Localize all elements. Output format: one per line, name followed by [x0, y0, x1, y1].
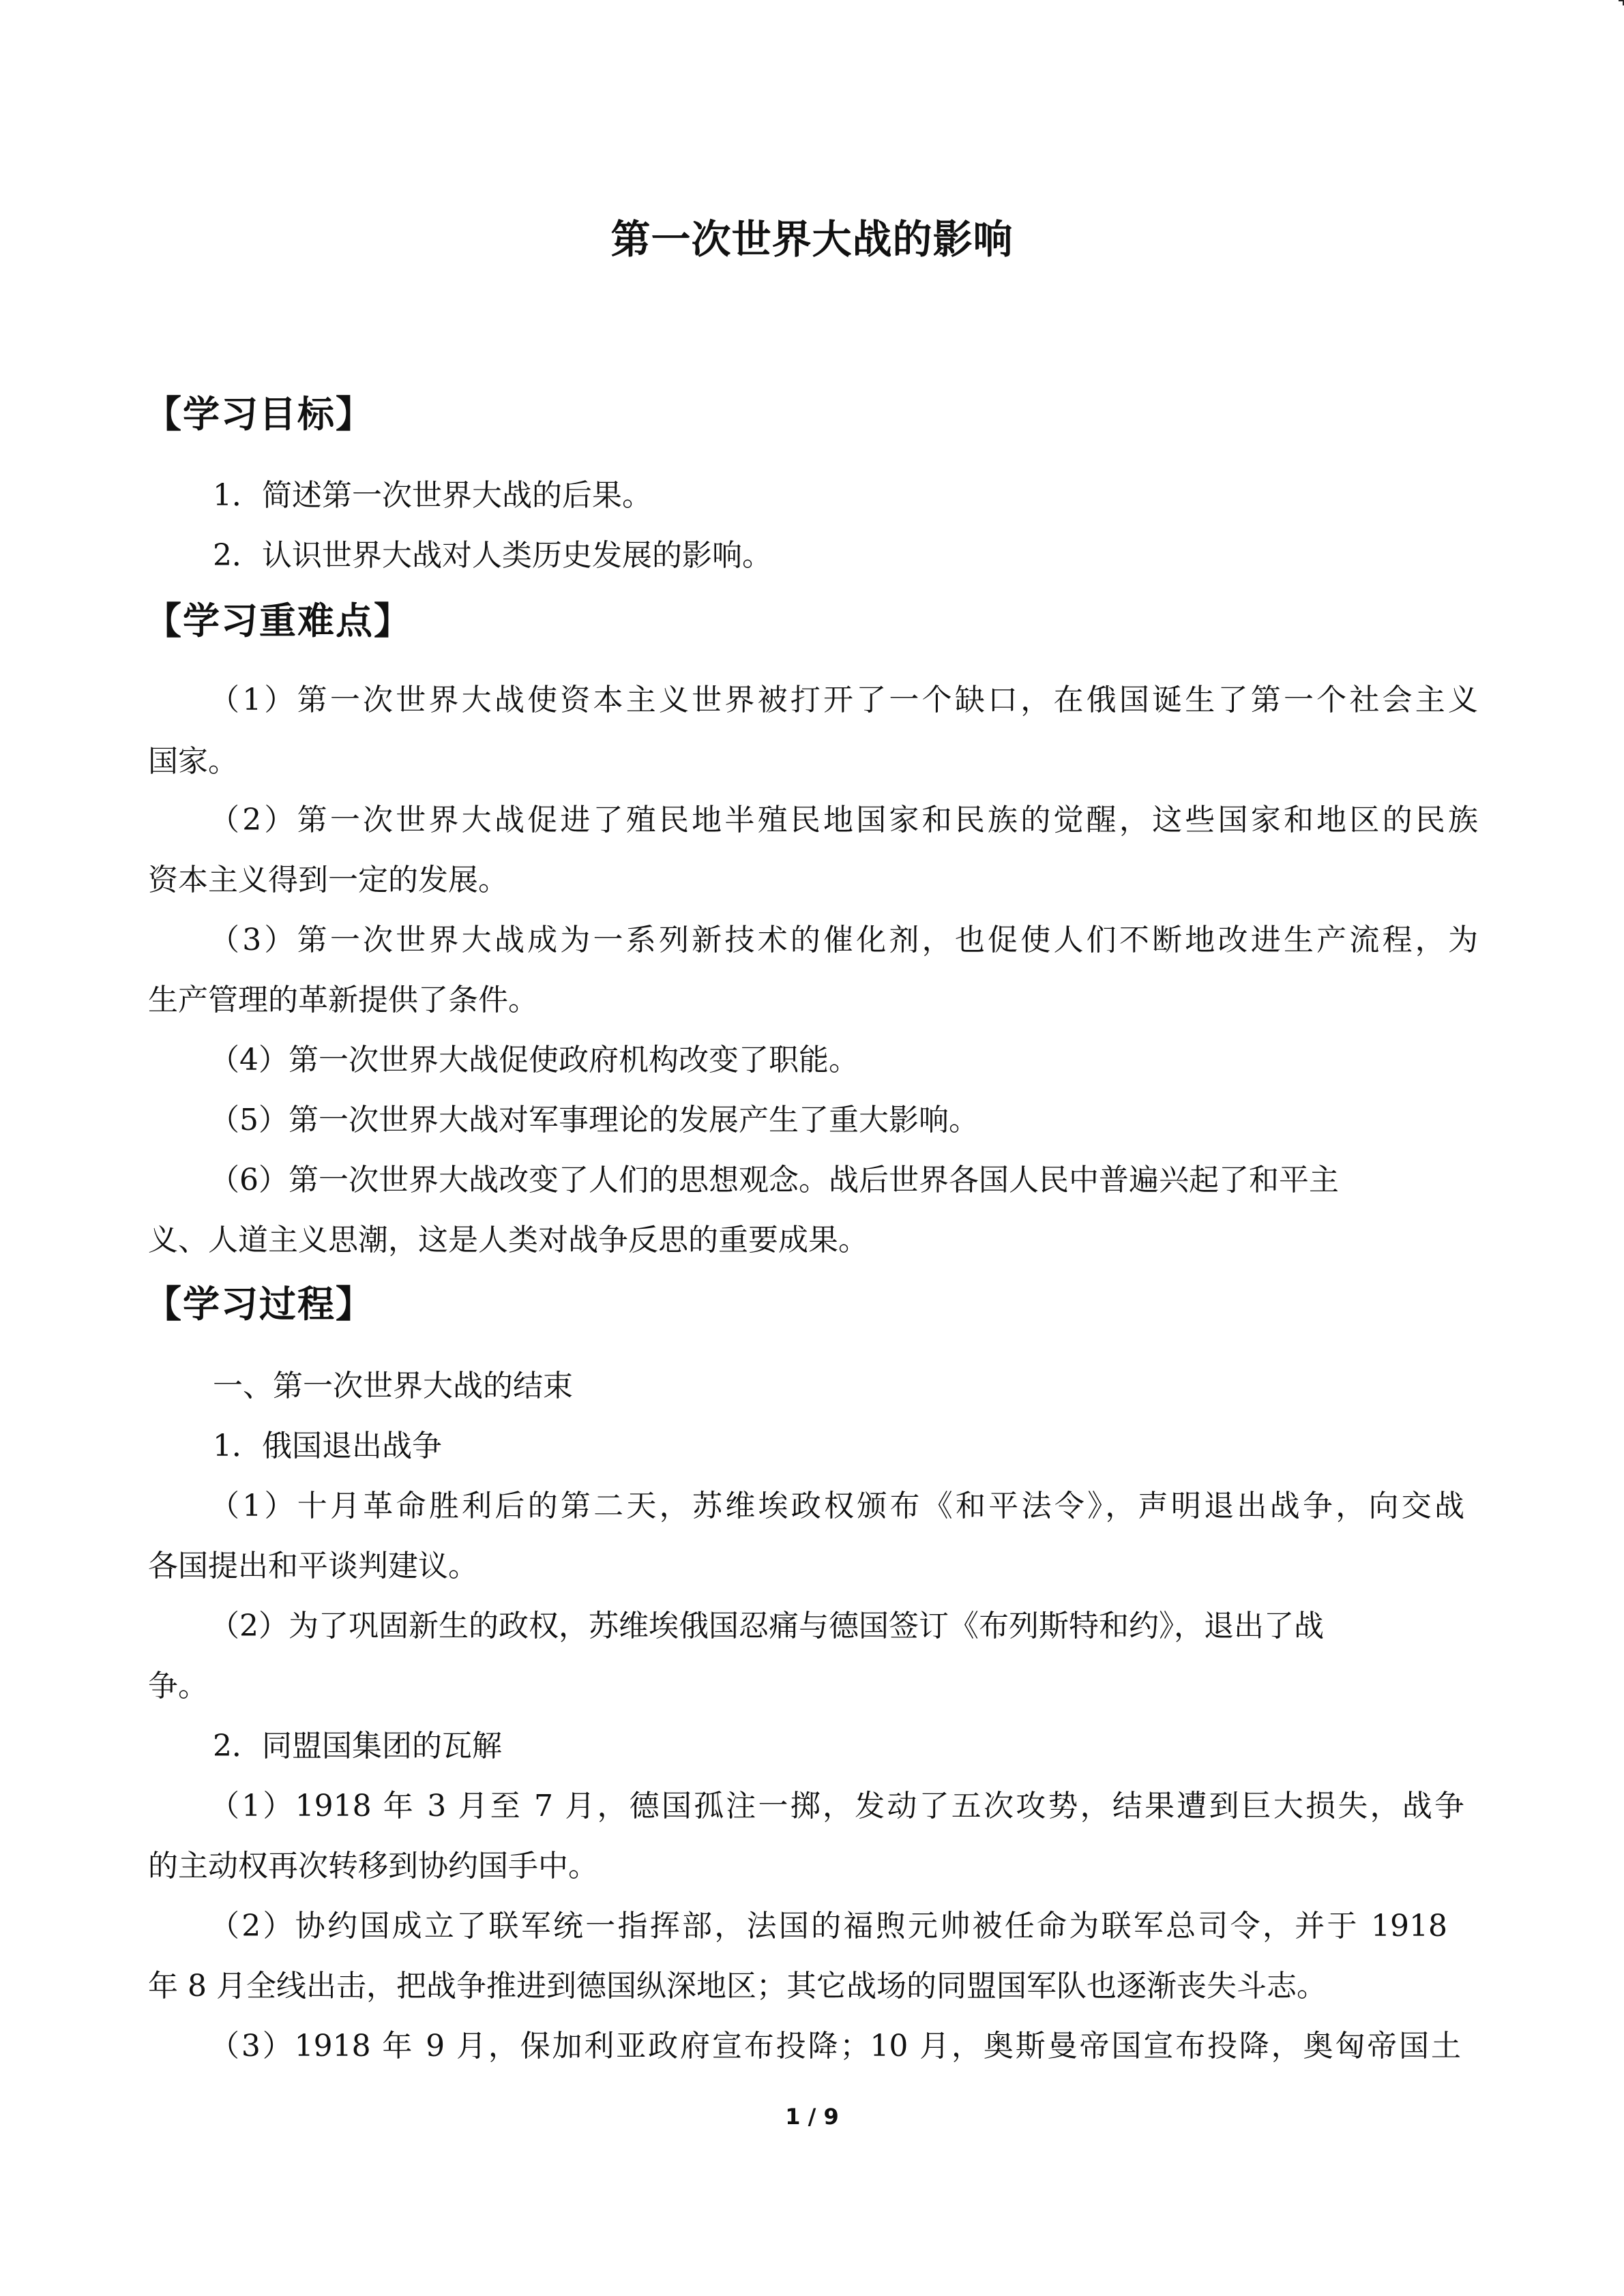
keypoint-line: （4）第一次世界大战促使政府机构改变了职能。 — [209, 1043, 859, 1077]
process-line: 2．同盟国集团的瓦解 — [213, 1729, 502, 1763]
objective-item: 2．认识世界大战对人类历史发展的影响。 — [213, 538, 772, 573]
keypoint-line: （1）第一次世界大战使资本主义世界被打开了一个缺口，在俄国诞生了第一个社会主义 — [209, 683, 1478, 717]
objective-item: 1．简述第一次世界大战的后果。 — [213, 478, 652, 513]
keypoint-line: 义、人道主义思潮，这是人类对战争反思的重要成果。 — [148, 1223, 868, 1257]
heading-objectives: 【学习目标】 — [145, 392, 374, 436]
keypoint-line: （3）第一次世界大战成为一系列新技术的催化剂，也促使人们不断地改进生产流程，为 — [209, 923, 1478, 957]
keypoint-line: （5）第一次世界大战对军事理论的发展产生了重大影响。 — [209, 1103, 979, 1137]
process-line: 年 8 月全线出击，把战争推进到德国纵深地区；其它战场的同盟国军队也逐渐丧失斗志。 — [148, 1969, 1327, 2003]
process-line: 争。 — [148, 1669, 208, 1703]
keypoint-line: 生产管理的革新提供了条件。 — [148, 983, 538, 1017]
page-number: 1 / 9 — [785, 2104, 839, 2130]
process-line: （1）1918 年 3 月至 7 月，德国孤注一掷，发动了五次攻势，结果遭到巨大损失，战争 — [209, 1789, 1464, 1823]
page-corner-mark — [1619, 0, 1624, 5]
process-line: （3）1918 年 9 月，保加利亚政府宣布投降；10 月，奥斯曼帝国宣布投降，奥匈帝国土 — [209, 2029, 1461, 2063]
heading-keypoints: 【学习重难点】 — [145, 599, 412, 642]
keypoint-line: 资本主义得到一定的发展。 — [148, 863, 508, 897]
process-line: 1．俄国退出战争 — [213, 1429, 442, 1463]
process-line: （2）协约国成立了联军统一指挥部，法国的福煦元帅被任命为联军总司令，并于 1918 — [209, 1909, 1447, 1943]
process-line: 一、第一次世界大战的结束 — [213, 1369, 573, 1403]
keypoint-line: （6）第一次世界大战改变了人们的思想观念。战后世界各国人民中普遍兴起了和平主 — [209, 1163, 1339, 1197]
process-line: 各国提出和平谈判建议。 — [148, 1549, 478, 1583]
keypoint-line: （2）第一次世界大战促进了殖民地半殖民地国家和民族的觉醒，这些国家和地区的民族 — [209, 803, 1478, 837]
document-title: 第一次世界大战的影响 — [610, 216, 1014, 263]
keypoint-line: 国家。 — [148, 744, 238, 779]
heading-process: 【学习过程】 — [145, 1282, 374, 1326]
process-line: （2）为了巩固新生的政权，苏维埃俄国忍痛与德国签订《布列斯特和约》，退出了战 — [209, 1609, 1324, 1643]
process-line: 的主动权再次转移到协约国手中。 — [148, 1849, 598, 1883]
process-line: （1）十月革命胜利后的第二天，苏维埃政权颁布《和平法令》，声明退出战争，向交战 — [209, 1489, 1464, 1523]
